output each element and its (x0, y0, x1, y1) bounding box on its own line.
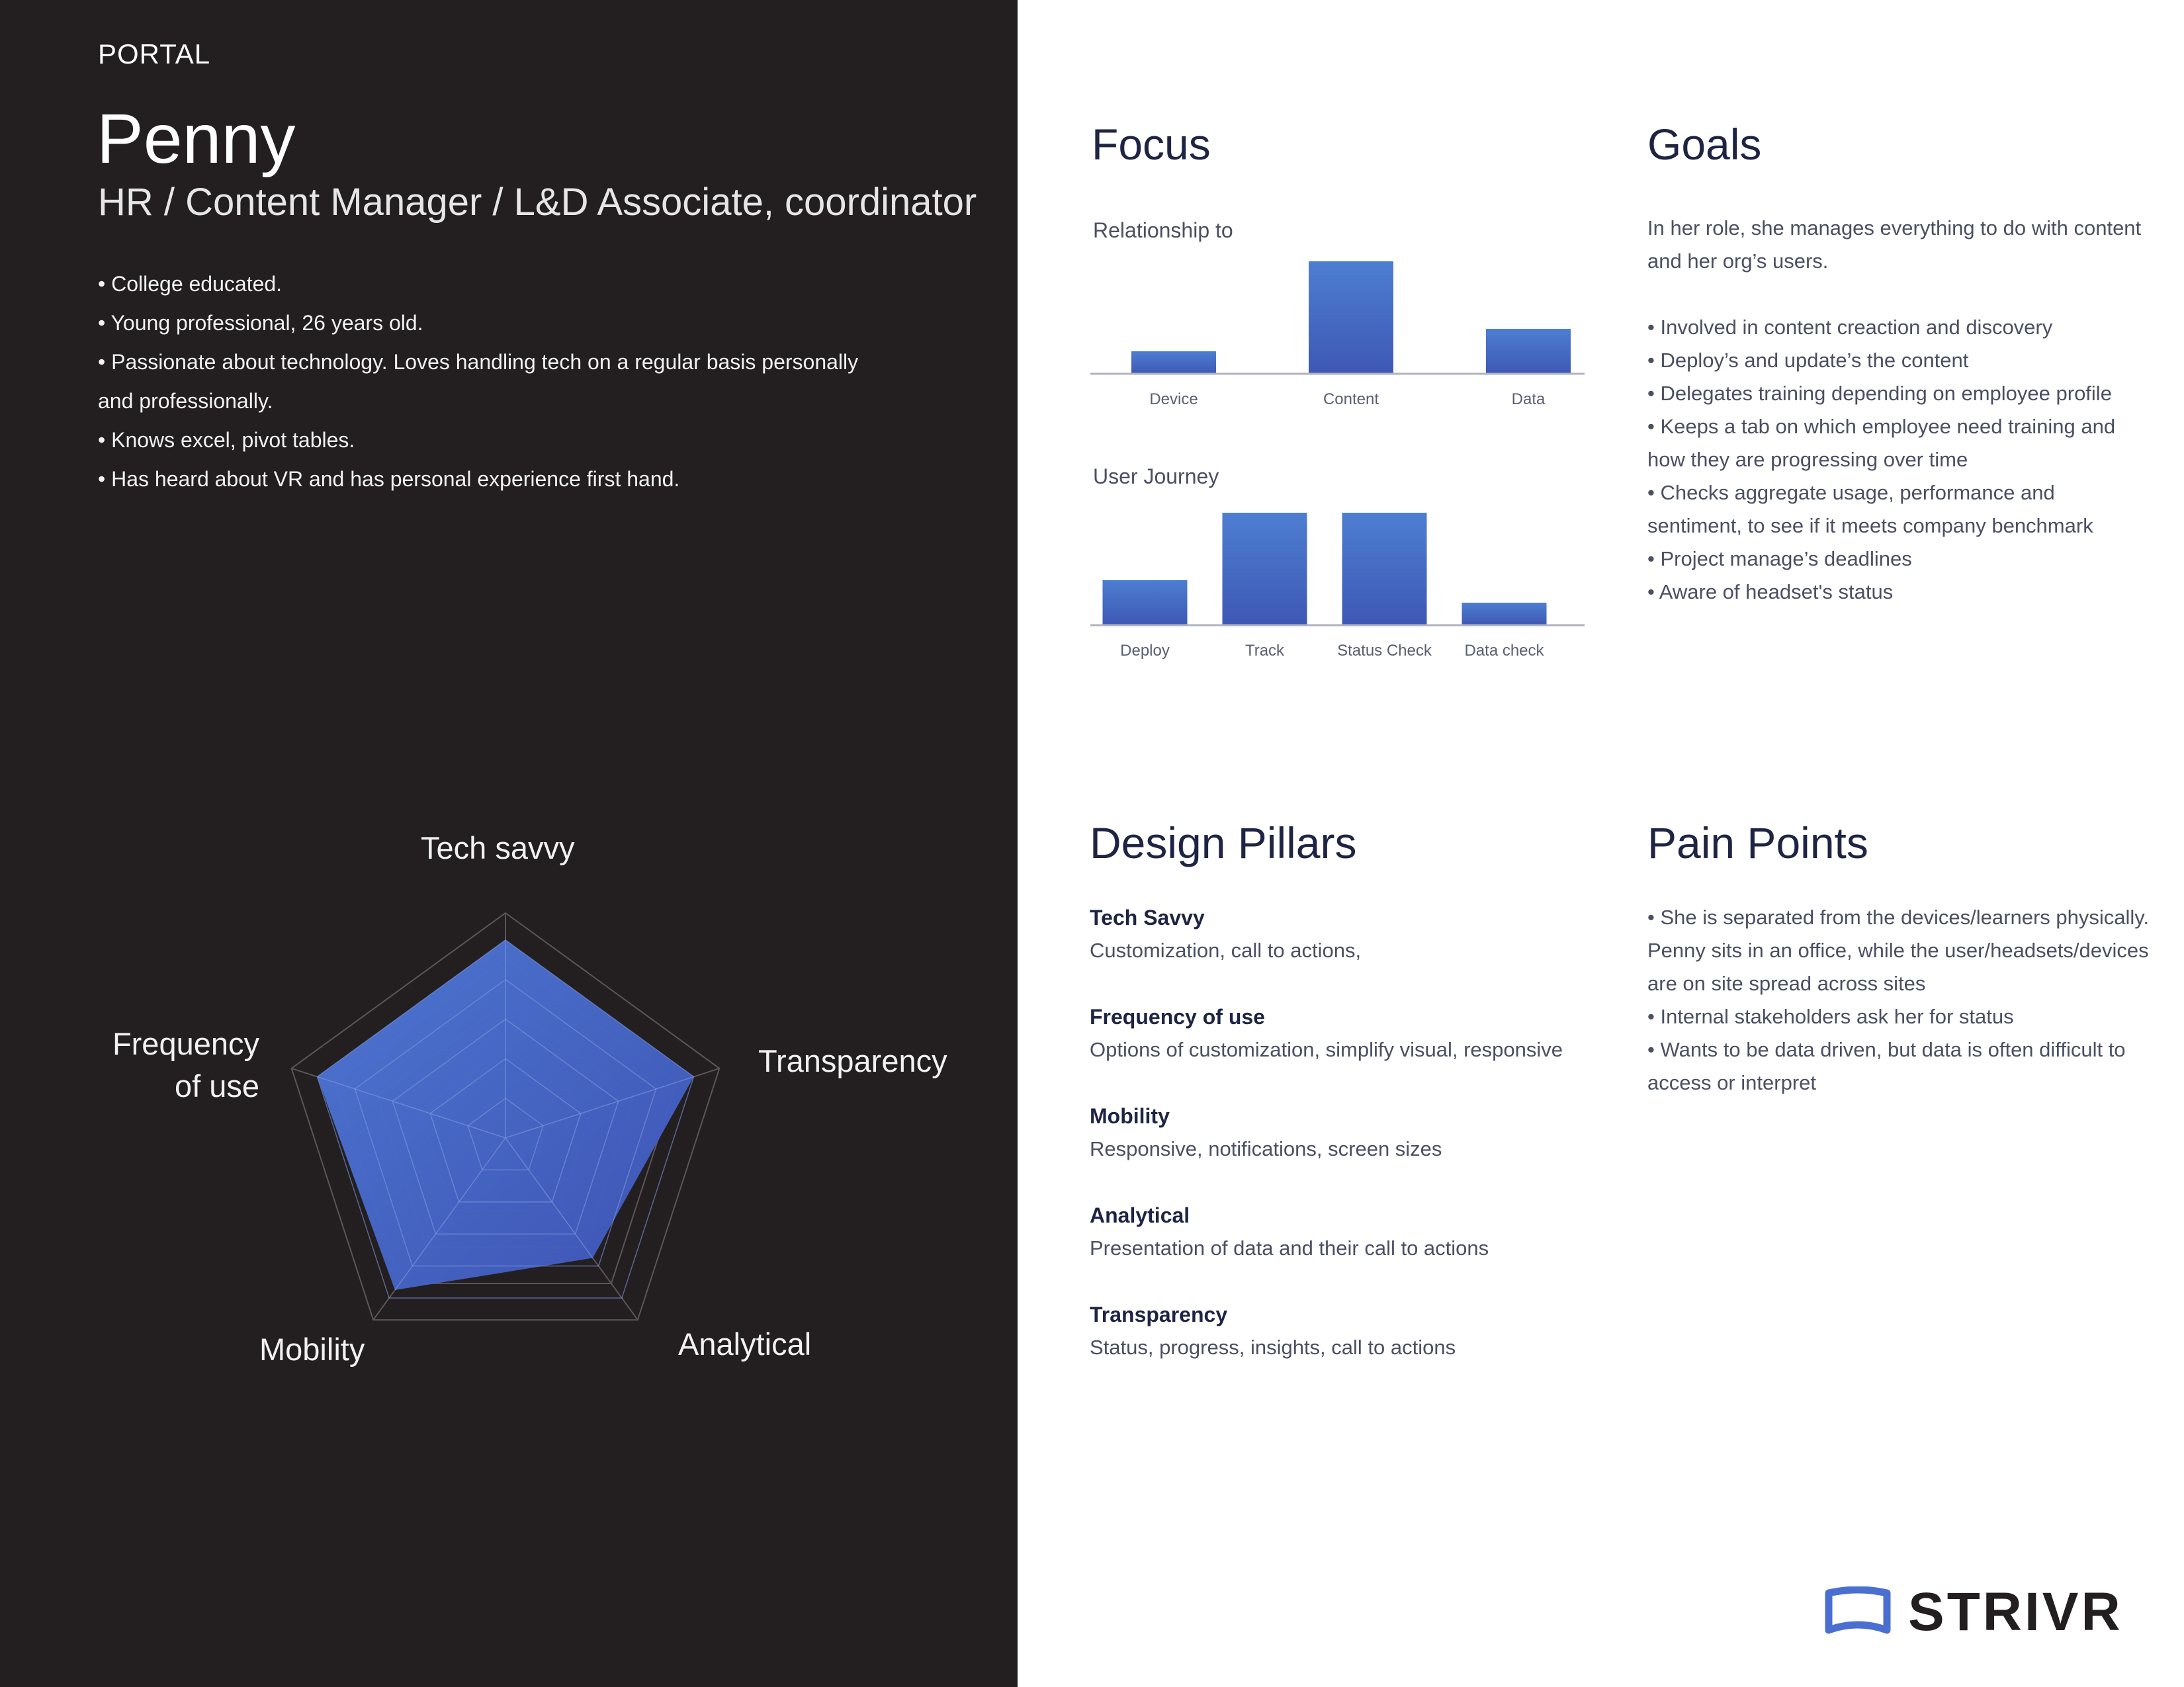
goal-item: • Involved in content creaction and discovery (1647, 316, 2053, 339)
pain-item: • Internal stakeholders ask her for status (1647, 1005, 2014, 1028)
bar (1342, 513, 1427, 625)
bar (1131, 351, 1216, 374)
bar-category-label: Status Check (1337, 642, 1432, 660)
trait-item: and professionally. (98, 389, 273, 413)
pains-title: Pain Points (1647, 818, 1868, 867)
bar (1223, 513, 1307, 625)
bar-category-label: Data check (1464, 642, 1544, 660)
trait-item: • Young professional, 26 years old. (98, 311, 423, 335)
focus-title: Focus (1092, 120, 1211, 169)
goal-item: • Keeps a tab on which employee need training and how they are progressing over time (1647, 415, 2116, 471)
pillar-title: Analytical (1090, 1203, 1190, 1227)
pillars-title: Design Pillars (1090, 818, 1357, 867)
radar-label-mobility: Mobility (259, 1332, 365, 1367)
pillar-item (1090, 1199, 1593, 1265)
bar-category-label: Device (1149, 390, 1198, 408)
trait-item: • Knows excel, pivot tables. (98, 428, 355, 452)
strivr-headset-icon (1825, 1586, 1891, 1638)
pillar-title: Mobility (1090, 1104, 1170, 1128)
radar-svg (0, 794, 1018, 1422)
journey-bar-chart (1085, 503, 1588, 668)
brand-name: STRIVR (1908, 1582, 2123, 1642)
pillar-desc: Customization, call to actions, (1090, 939, 1362, 962)
pillar-desc: Responsive, notifications, screen sizes (1090, 1137, 1442, 1160)
goal-item: • Delegates training depending on employee profile (1647, 382, 2112, 405)
pillar-desc: Presentation of data and their call to actions (1090, 1236, 1489, 1260)
trait-item: • Has heard about VR and has personal experience first hand. (98, 467, 680, 491)
pillar-item (1090, 1100, 1593, 1166)
radar-label-transparency: Transparency (758, 1043, 947, 1078)
radar-label-tech-savvy: Tech savvy (421, 830, 575, 865)
persona-name: Penny (97, 100, 296, 178)
bar (1486, 329, 1571, 374)
pillar-title: Tech Savvy (1090, 906, 1205, 930)
pain-item: • Wants to be data driven, but data is often difficult to access or interpret (1647, 1038, 2126, 1094)
trait-item: • College educated. (98, 272, 283, 296)
radar-label-frequency: Frequency of use (112, 1026, 259, 1103)
pains-content (1647, 901, 2150, 1100)
bar (1309, 261, 1393, 374)
pain-item: • She is separated from the devices/learners physically. Penny sits in an office, while the user/headsets/devices are on site spread across sites (1647, 906, 2150, 995)
goal-item: • Aware of headset's status (1647, 580, 1894, 603)
persona-role: HR / Content Manager / L&D Associate, coordinator (98, 181, 977, 224)
radar-label-analytical: Analytical (678, 1326, 812, 1362)
radar-chart (0, 794, 1018, 1422)
bar-category-label: Deploy (1120, 642, 1170, 660)
goal-item: • Checks aggregate usage, performance and sentiment, to see if it meets company benchmark (1647, 481, 2093, 537)
pillar-desc: Options of customization, simplify visual, responsive (1090, 1038, 1563, 1061)
bar-category-label: Data (1511, 390, 1546, 408)
brand-logo (1825, 1581, 2123, 1643)
pillar-item (1090, 1000, 1593, 1066)
goal-item: • Project manage’s deadlines (1647, 547, 1912, 570)
pillars-list (1090, 901, 1593, 1397)
pillar-title: Transparency (1090, 1303, 1228, 1326)
bar-category-label: Content (1323, 390, 1379, 408)
goals-content (1647, 212, 2150, 609)
relationship-bar-chart (1085, 251, 1588, 417)
goals-list (1647, 311, 2150, 609)
goal-item: • Deploy’s and update’s the content (1647, 349, 1969, 372)
product-label: PORTAL (98, 38, 211, 69)
trait-item: • Passionate about technology. Loves handling tech on a regular basis personally (98, 350, 859, 374)
persona-traits (98, 265, 925, 499)
pillar-item (1090, 901, 1593, 967)
journey-label: User Journey (1093, 464, 1219, 488)
pillar-title: Frequency of use (1090, 1005, 1265, 1029)
bar (1462, 603, 1547, 625)
relationship-label: Relationship to (1093, 218, 1233, 242)
goals-intro: In her role, she manages everything to do with content and her org’s users. (1647, 216, 2142, 273)
pillar-item (1090, 1298, 1593, 1364)
goals-title: Goals (1647, 120, 1762, 169)
pillar-desc: Status, progress, insights, call to actions (1090, 1336, 1456, 1359)
persona-panel (0, 0, 1018, 1687)
bar-category-label: Track (1245, 642, 1285, 660)
bar (1103, 580, 1188, 625)
pains-list (1647, 901, 2150, 1100)
